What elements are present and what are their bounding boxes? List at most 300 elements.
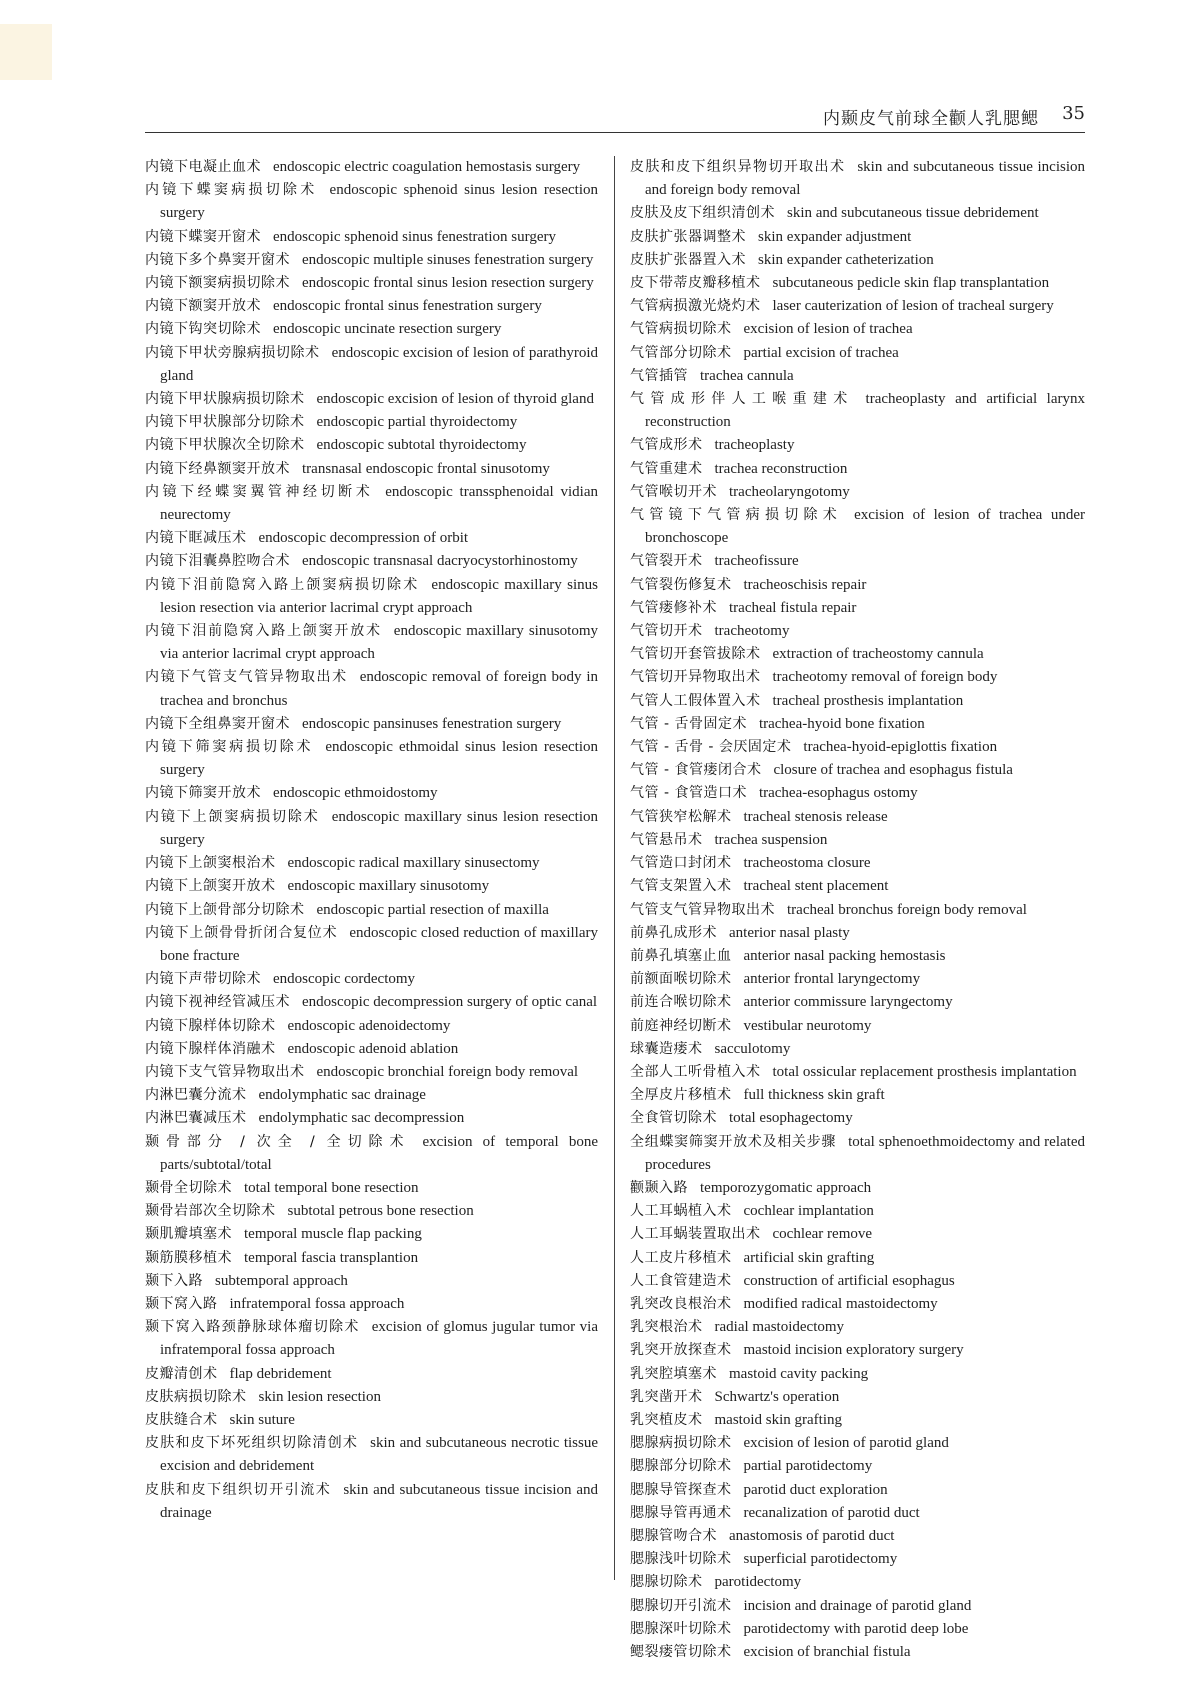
term-chinese: 气管 - 食管造口术 [630,785,747,802]
term-english: skin expander adjustment [758,228,912,245]
term-chinese: 前额面喉切除术 [630,971,732,988]
term-chinese: 球囊造瘘术 [630,1040,703,1057]
glossary-entry [630,1293,1085,1316]
term-chinese: 气管重建术 [630,460,703,477]
term-english: subcutaneous pedicle skin flap transplantation [772,275,1050,292]
glossary-entry [630,342,1085,365]
term-english: endoscopic adenoid ablation [287,1040,459,1057]
right-column [630,156,1085,1664]
term-chinese: 内镜下经蝶窦翼管神经切断术 [145,483,374,500]
term-english: tracheotomy removal of foreign body [772,669,998,686]
glossary-entry [630,852,1085,875]
glossary-entry [630,1061,1085,1084]
term-chinese: 内镜下腺样体切除术 [145,1017,276,1034]
term-chinese: 皮肤病损切除术 [145,1388,247,1405]
term-chinese: 腮腺浅叶切除术 [630,1551,732,1568]
term-english: mastoid skin grafting [714,1411,842,1428]
term-chinese: 全部人工听骨植入术 [630,1063,761,1080]
term-english: excision of temporal bone parts/subtotal/total [160,1133,598,1173]
glossary-entry [630,574,1085,597]
glossary-entry [145,1479,598,1525]
glossary-entry [630,643,1085,666]
term-chinese: 乳突开放探查术 [630,1342,732,1359]
glossary-entry [630,458,1085,481]
term-chinese: 气管支架置入术 [630,878,732,895]
glossary-entry [145,1177,598,1200]
term-english: mastoid cavity packing [729,1365,869,1382]
term-english: endoscopic decompression of orbit [258,530,469,547]
glossary-entry [630,1548,1085,1571]
term-english: temporal muscle flap packing [244,1226,422,1243]
term-chinese: 皮下带蒂皮瓣移植术 [630,275,761,292]
term-english: endoscopic transnasal dacryocystorhinostomy [302,553,578,570]
term-english: recanalization of parotid duct [743,1504,920,1521]
term-chinese: 内镜下泪前隐窝入路上颌窦病损切除术 [145,576,420,593]
glossary-entry [145,342,598,388]
term-english: closure of trachea and esophagus fistula [773,762,1013,779]
term-english: anterior commissure laryngectomy [743,994,953,1011]
glossary-entry [630,1015,1085,1038]
glossary-entry [630,249,1085,272]
glossary-entry [145,318,598,341]
glossary-entry [145,574,598,620]
term-english: total temporal bone resection [244,1179,419,1196]
header-title: 内颞皮气前球全颧人乳腮鳃 [823,109,1039,129]
glossary-entry [630,1432,1085,1455]
term-english: tracheal stenosis release [743,808,888,825]
term-chinese: 颞肌瓣填塞术 [145,1226,232,1243]
term-english: temporal fascia transplantion [244,1249,419,1266]
term-chinese: 内淋巴囊分流术 [145,1087,247,1104]
term-chinese: 腮腺深叶切除术 [630,1620,732,1637]
term-english: superficial parotidectomy [743,1551,898,1568]
term-english: laser cauterization of lesion of tracheal surgery [772,298,1054,315]
glossary-entry [630,1270,1085,1293]
glossary-entry [145,1432,598,1478]
term-chinese: 气管 - 舌骨 - 会厌固定术 [630,739,792,756]
term-chinese: 全组蝶窦筛窦开放术及相关步骤 [630,1133,837,1150]
term-chinese: 气管插管 [630,367,688,384]
term-chinese: 内淋巴囊减压术 [145,1110,247,1127]
term-english: excision of lesion of trachea [743,321,913,338]
term-english: partial parotidectomy [743,1458,873,1475]
term-english: cochlear implantation [743,1203,874,1220]
glossary-entry [145,1409,598,1432]
term-english: excision of lesion of parotid gland [743,1435,949,1452]
glossary-entry [630,1084,1085,1107]
term-chinese: 气管成形术 [630,437,703,454]
term-chinese: 人工耳蜗植入术 [630,1203,732,1220]
term-chinese: 气管 - 舌骨固定术 [630,715,747,732]
glossary-entry [145,1038,598,1061]
term-chinese: 气管镜下气管病损切除术 [630,507,843,524]
left-column [145,156,598,1525]
term-chinese: 全食管切除术 [630,1110,717,1127]
term-chinese: 内镜下甲状腺次全切除术 [145,437,305,454]
term-english: endoscopic multiple sinuses fenestration surgery [302,251,594,268]
term-chinese: 前连合喉切除术 [630,994,732,1011]
term-chinese: 内镜下上颌窦根治术 [145,855,276,872]
glossary-entry [630,1107,1085,1130]
term-english: excision of glomus jugular tumor via infratemporal fossa approach [160,1319,598,1359]
term-english: endoscopic closed reduction of maxillary bone fracture [160,924,599,964]
glossary-entry [145,411,598,434]
term-chinese: 腮腺管吻合术 [630,1527,717,1544]
term-english: endoscopic excision of lesion of thyroid gland [316,391,594,408]
glossary-entry [630,1200,1085,1223]
term-chinese: 气管人工假体置入术 [630,692,761,709]
term-english: endoscopic adenoidectomy [287,1017,451,1034]
term-chinese: 内镜下甲状腺病损切除术 [145,391,305,408]
term-english: tracheoschisis repair [743,576,867,593]
glossary-entry [630,713,1085,736]
glossary-entry [630,1363,1085,1386]
glossary-entry [145,272,598,295]
term-english: endoscopic removal of foreign body in trachea and bronchus [160,669,598,709]
term-english: extraction of tracheostomy cannula [772,646,984,663]
term-chinese: 皮肤和皮下组织切开引流术 [145,1481,332,1498]
term-english: endoscopic frontal sinus fenestration surgery [273,298,542,315]
term-chinese: 内镜下气管支气管异物取出术 [145,669,348,686]
term-english: anastomosis of parotid duct [729,1527,895,1544]
term-english: endoscopic decompression surgery of optic canal [302,994,598,1011]
term-english: artificial skin grafting [743,1249,875,1266]
term-english: tracheoplasty and artificial larynx reconstruction [645,391,1086,431]
term-english: cochlear remove [772,1226,873,1243]
term-chinese: 乳突凿开术 [630,1388,703,1405]
glossary-entry [630,1455,1085,1478]
term-english: tracheal stent placement [743,878,889,895]
term-english: trachea-hyoid-epiglottis fixation [803,739,998,756]
term-chinese: 颞下入路 [145,1272,203,1289]
glossary-entry [145,782,598,805]
term-chinese: 气管切开套管拔除术 [630,646,761,663]
glossary-entry [630,504,1085,550]
glossary-entry [145,1107,598,1130]
term-chinese: 气管病损切除术 [630,321,732,338]
term-chinese: 人工耳蜗装置取出术 [630,1226,761,1243]
glossary-entry [630,1409,1085,1432]
term-chinese: 颞骨岩部次全切除术 [145,1203,276,1220]
glossary-entry [630,318,1085,341]
glossary-entry [145,458,598,481]
glossary-entry [630,481,1085,504]
term-english: Schwartz's operation [714,1388,840,1405]
term-english: endoscopic cordectomy [273,971,416,988]
term-chinese: 气管病损激光烧灼术 [630,298,761,315]
term-chinese: 气管悬吊术 [630,831,703,848]
glossary-entry [630,875,1085,898]
term-english: endoscopic partial resection of maxilla [316,901,549,918]
glossary-entry [145,968,598,991]
term-chinese: 气管成形伴人工喉重建术 [630,391,854,408]
page-corner-mark [0,24,52,80]
term-english: endoscopic excision of lesion of parathyroid gland [160,344,598,384]
term-chinese: 内镜下支气管异物取出术 [145,1063,305,1080]
term-english: skin suture [229,1411,295,1428]
term-chinese: 皮肤缝合术 [145,1411,218,1428]
term-english: endoscopic maxillary sinusotomy [287,878,490,895]
term-english: parotidectomy with parotid deep lobe [743,1620,969,1637]
glossary-entry [630,666,1085,689]
term-chinese: 气管部分切除术 [630,344,732,361]
term-chinese: 颞下窝入路 [145,1295,218,1312]
term-chinese: 全厚皮片移植术 [630,1087,732,1104]
term-english: modified radical mastoidectomy [743,1295,938,1312]
term-chinese: 内镜下视神经管减压术 [145,994,290,1011]
term-english: tracheofissure [714,553,799,570]
term-chinese: 腮腺病损切除术 [630,1435,732,1452]
term-english: endoscopic bronchial foreign body removal [316,1063,579,1080]
term-english: endoscopic maxillary sinus lesion resection surgery [160,808,598,848]
glossary-entry [145,1293,598,1316]
term-english: endoscopic uncinate resection surgery [273,321,502,338]
term-english: excision of lesion of trachea under bronchoscope [645,507,1085,547]
term-chinese: 内镜下上颌窦开放术 [145,878,276,895]
glossary-entry [630,1571,1085,1594]
term-english: full thickness skin graft [743,1087,885,1104]
glossary-entry [145,666,598,712]
glossary-entry [145,806,598,852]
glossary-entry [630,968,1085,991]
term-english: total esophagectomy [729,1110,853,1127]
term-english: construction of artificial esophagus [743,1272,955,1289]
term-english: tracheal fistula repair [729,599,857,616]
term-chinese: 气管切开异物取出术 [630,669,761,686]
term-chinese: 内镜下声带切除术 [145,971,261,988]
term-chinese: 内镜下上颌骨骨折闭合复位术 [145,924,338,941]
term-english: endoscopic sphenoid sinus lesion resection surgery [160,182,598,222]
term-chinese: 气管裂开术 [630,553,703,570]
glossary-entry [630,1038,1085,1061]
glossary-entry [630,1131,1085,1177]
term-english: transnasal endoscopic frontal sinusotomy [302,460,550,477]
term-chinese: 前庭神经切断术 [630,1017,732,1034]
term-chinese: 乳突植皮术 [630,1411,703,1428]
glossary-entry [630,991,1085,1014]
term-chinese: 内镜下眶减压术 [145,530,247,547]
term-english: skin lesion resection [258,1388,381,1405]
glossary-entry [145,481,598,527]
column-divider [614,156,615,1580]
term-english: tracheostoma closure [743,855,871,872]
glossary-entry [630,922,1085,945]
term-chinese: 内镜下额窦病损切除术 [145,275,290,292]
term-chinese: 内镜下筛窦病损切除术 [145,739,314,756]
term-chinese: 前鼻孔成形术 [630,924,717,941]
glossary-entry [145,434,598,457]
glossary-entry [630,620,1085,643]
term-chinese: 前鼻孔填塞止血 [630,947,732,964]
term-chinese: 颞骨部分 / 次全 / 全切除术 [145,1133,411,1150]
term-chinese: 内镜下泪囊鼻腔吻合术 [145,553,290,570]
term-english: endoscopic sphenoid sinus fenestration surgery [273,228,557,245]
glossary-entry [630,226,1085,249]
glossary-entry [145,713,598,736]
term-chinese: 人工皮片移植术 [630,1249,732,1266]
glossary-entry [630,156,1085,202]
term-chinese: 气管造口封闭术 [630,855,732,872]
glossary-entry [630,1595,1085,1618]
term-english: skin and subcutaneous necrotic tissue excision and debridement [160,1435,599,1475]
term-chinese: 皮肤及皮下组织清创术 [630,205,775,222]
term-chinese: 皮肤扩张器调整术 [630,228,746,245]
glossary-entry [145,550,598,573]
term-english: total sphenoethmoidectomy and related procedures [645,1133,1085,1173]
glossary-entry [630,1223,1085,1246]
term-chinese: 内镜下筛窦开放术 [145,785,261,802]
term-english: infratemporal fossa approach [229,1295,405,1312]
glossary-entry [630,1618,1085,1641]
term-chinese: 皮肤和皮下坏死组织切除清创术 [145,1435,359,1452]
term-english: excision of branchial fistula [743,1644,911,1660]
term-english: tracheoplasty [714,437,795,454]
glossary-entry [630,759,1085,782]
glossary-entry [630,1386,1085,1409]
glossary-entry [630,1339,1085,1362]
term-chinese: 乳突腔填塞术 [630,1365,717,1382]
term-english: tracheal prosthesis implantation [772,692,964,709]
term-english: sacculotomy [714,1040,791,1057]
term-english: endoscopic radical maxillary sinusectomy [287,855,540,872]
term-chinese: 颞下窝入路颈静脉球体瘤切除术 [145,1319,360,1336]
glossary-entry [145,527,598,550]
term-english: endoscopic partial thyroidectomy [316,414,518,431]
glossary-entry [630,945,1085,968]
glossary-entry [145,620,598,666]
term-english: endoscopic maxillary sinus lesion resection via anterior lacrimal crypt approach [160,576,598,616]
term-english: tracheotomy [714,623,790,640]
glossary-entry [145,1223,598,1246]
glossary-entry [145,922,598,968]
term-english: endoscopic transsphenoidal vidian neurectomy [160,483,598,524]
term-chinese: 内镜下泪前隐窝入路上颌窦开放术 [145,623,382,640]
glossary-entry [145,1316,598,1362]
term-english: endoscopic frontal sinus lesion resection surgery [302,275,594,292]
glossary-entry [145,899,598,922]
glossary-entry [145,179,598,225]
term-english: trachea-hyoid bone fixation [758,715,925,732]
glossary-entry [630,365,1085,388]
term-english: mastoid incision exploratory surgery [743,1342,964,1359]
glossary-entry [630,1641,1085,1664]
term-chinese: 气管喉切开术 [630,483,717,500]
term-chinese: 皮瓣清创术 [145,1365,218,1382]
glossary-entry [145,991,598,1014]
term-chinese: 乳突根治术 [630,1319,703,1336]
term-chinese: 内镜下钩突切除术 [145,321,261,338]
glossary-entry [630,829,1085,852]
glossary-entry [630,434,1085,457]
term-english: trachea cannula [700,367,794,384]
term-english: skin expander catheterization [758,251,934,268]
page-number: 35 [1062,103,1085,124]
term-english: tracheolaryngotomy [729,483,850,500]
term-english: temporozygomatic approach [700,1179,872,1196]
running-header [145,102,1085,133]
term-chinese: 颞筋膜移植术 [145,1249,232,1266]
term-english: subtotal petrous bone resection [287,1203,474,1220]
term-chinese: 内镜下上颌窦病损切除术 [145,808,320,825]
term-english: skin and subcutaneous tissue incision and foreign body removal [645,159,1085,199]
term-chinese: 腮腺部分切除术 [630,1458,732,1475]
term-chinese: 腮腺导管探查术 [630,1481,732,1498]
term-chinese: 颞骨全切除术 [145,1179,232,1196]
term-english: endoscopic ethmoidostomy [273,785,438,802]
term-chinese: 气管支气管异物取出术 [630,901,775,918]
glossary-entry [145,736,598,782]
glossary-entry [145,1084,598,1107]
glossary-entry [630,1247,1085,1270]
glossary-entry [145,1061,598,1084]
term-chinese: 内镜下电凝止血术 [145,159,261,175]
term-chinese: 气管瘘修补术 [630,599,717,616]
term-chinese: 内镜下蝶窦病损切除术 [145,182,318,199]
glossary-entry [630,597,1085,620]
term-chinese: 内镜下甲状旁腺病损切除术 [145,344,320,361]
term-english: subtemporal approach [215,1272,348,1289]
glossary-entry [630,295,1085,318]
glossary-entry [630,550,1085,573]
term-english: anterior nasal packing hemostasis [743,947,946,964]
term-chinese: 气管 - 食管瘘闭合术 [630,762,762,779]
term-chinese: 腮腺切除术 [630,1574,703,1591]
glossary-entry [630,388,1085,434]
term-chinese: 内镜下甲状腺部分切除术 [145,414,305,431]
glossary-entry [145,388,598,411]
term-english: partial excision of trachea [743,344,899,361]
glossary-entry [630,806,1085,829]
term-chinese: 内镜下上颌骨部分切除术 [145,901,305,918]
term-chinese: 气管切开术 [630,623,703,640]
term-chinese: 鳃裂瘘管切除术 [630,1644,732,1660]
glossary-entry [630,272,1085,295]
term-english: endoscopic subtotal thyroidectomy [316,437,527,454]
term-english: endoscopic ethmoidal sinus lesion resection surgery [160,739,598,779]
term-chinese: 腮腺切开引流术 [630,1597,732,1614]
glossary-entry [145,226,598,249]
term-english: anterior frontal laryngectomy [743,971,921,988]
glossary-entry [630,202,1085,225]
glossary-entry [630,690,1085,713]
term-english: trachea suspension [714,831,828,848]
term-english: anterior nasal plasty [729,924,850,941]
glossary-entry [145,1270,598,1293]
term-chinese: 内镜下额窦开放术 [145,298,261,315]
glossary-entry [145,249,598,272]
term-english: radial mastoidectomy [714,1319,845,1336]
term-chinese: 人工食管建造术 [630,1272,732,1289]
glossary-entry [630,1525,1085,1548]
term-english: endolymphatic sac drainage [258,1087,426,1104]
term-english: parotidectomy [714,1574,802,1591]
term-english: endoscopic pansinuses fenestration surgery [302,715,562,732]
term-english: trachea reconstruction [714,460,848,477]
term-english: incision and drainage of parotid gland [743,1597,972,1614]
glossary-entry [630,782,1085,805]
term-chinese: 内镜下经鼻额窦开放术 [145,460,290,477]
glossary-entry [630,899,1085,922]
term-chinese: 内镜下多个鼻窦开窗术 [145,251,290,268]
glossary-entry [145,1386,598,1409]
glossary-entry [630,1502,1085,1525]
term-english: total ossicular replacement prosthesis implantation [772,1063,1077,1080]
term-english: parotid duct exploration [743,1481,888,1498]
glossary-entry [630,1177,1085,1200]
glossary-entry [145,156,598,179]
glossary-entry [145,875,598,898]
glossary-entry [145,1200,598,1223]
